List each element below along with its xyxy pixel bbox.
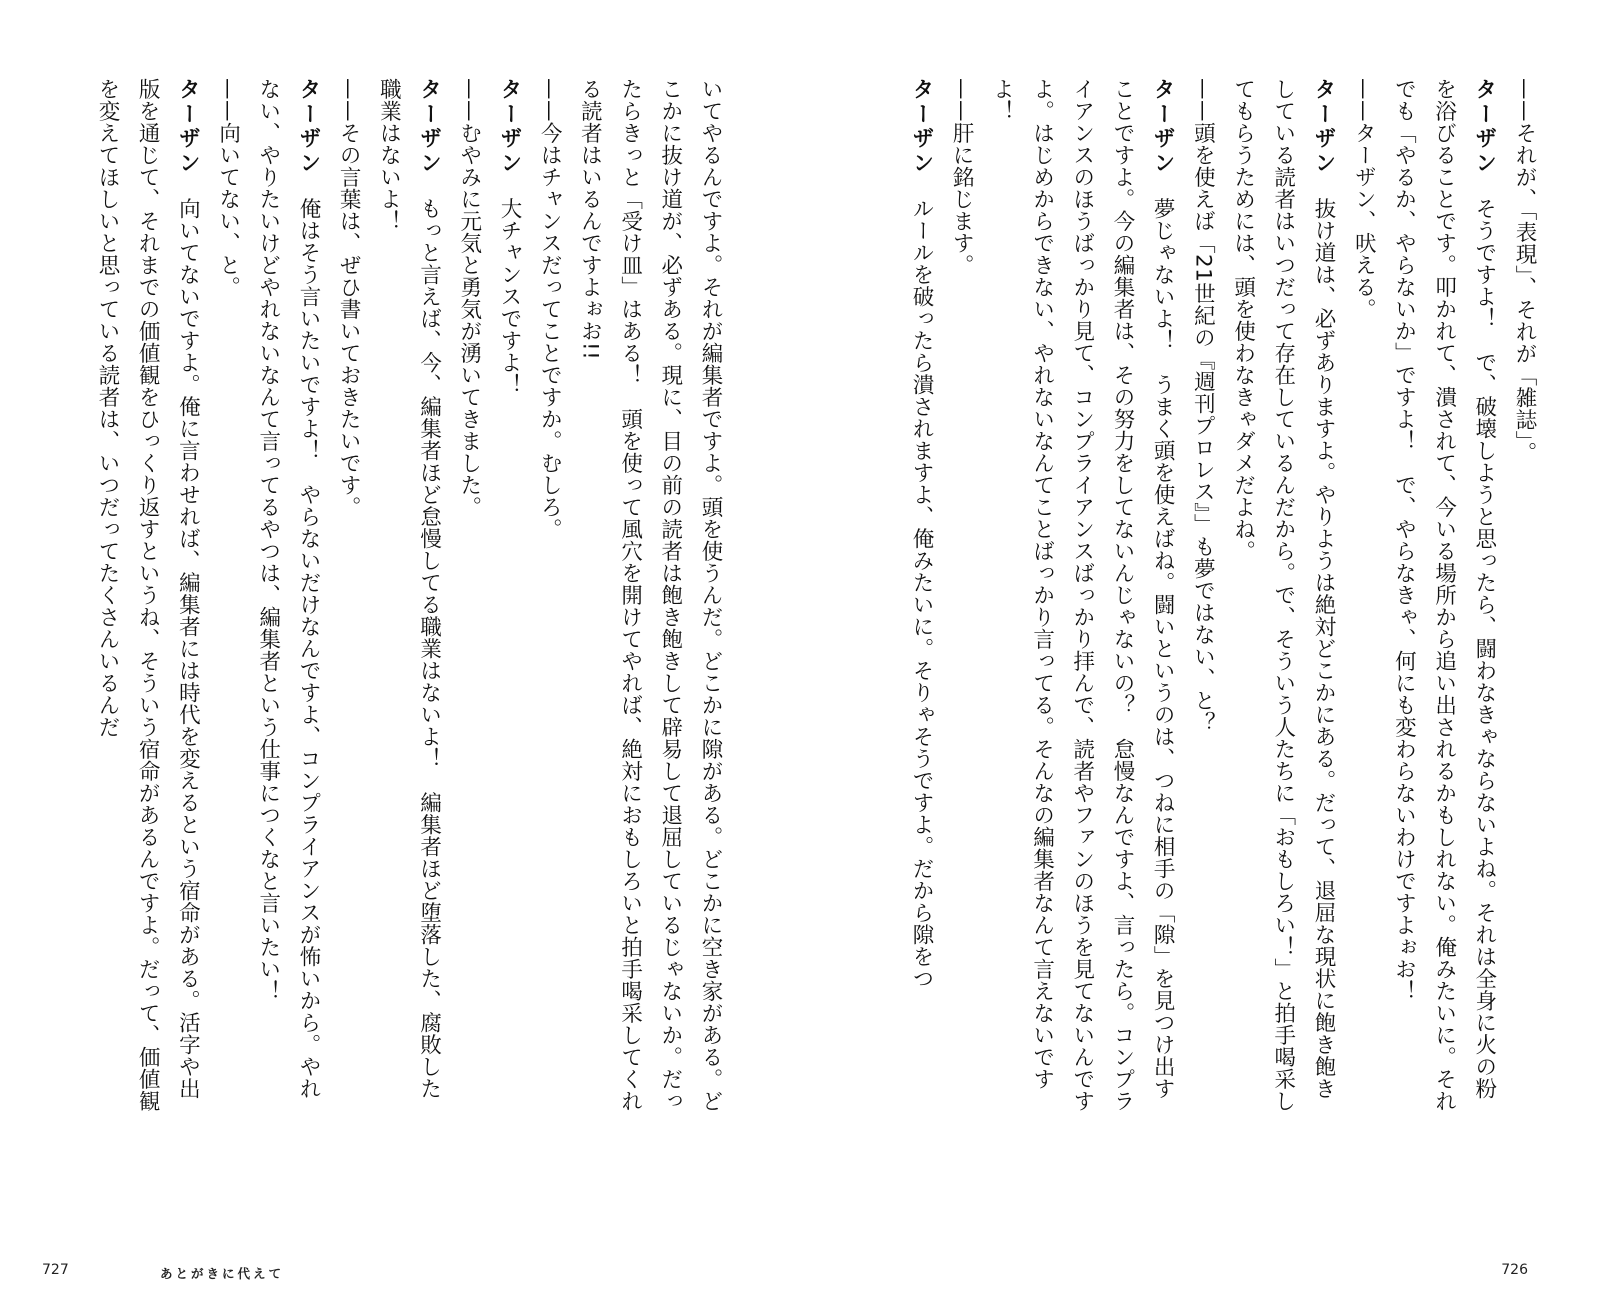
speaker-name: ターザン <box>295 78 321 176</box>
speaker-line: ターザン抜け道は、必ずありますよ。やりようは絶対どこかにある。だって、退屈な現状に飽き飽きしている読者はいつだって存在しているんだから。で、そういう人たちに「おもしろい！」と拍手喝采してもらうためには、頭を使わなきゃダメだよね。 <box>1222 78 1343 1118</box>
page-number: 727 <box>42 1262 69 1278</box>
interviewer-line: ——その言葉は、ぜひ書いておきたいです。 <box>336 78 362 518</box>
speaker-line: ターザンもっと言えば、今、編集者ほど怠慢してる職業はないよ！ 編集者ほど堕落した、腐敗した職業はないよ！ <box>368 78 448 1118</box>
speaker-name: ターザン <box>908 78 934 176</box>
speaker-name: ターザン <box>1310 78 1336 176</box>
speaker-name: ターザン <box>416 78 442 176</box>
interviewer-line: ——それが、「表現」、それが「雑誌」。 <box>1512 78 1537 464</box>
speaker-line: ターザン大チャンスですよ！ <box>489 78 529 1118</box>
speaker-name: ターザン <box>175 78 201 176</box>
interviewer-line: ——向いてない、と。 <box>215 78 241 298</box>
left-page-body <box>87 78 730 1118</box>
speaker-line: ターザン俺はそう言いたいですよ！ やらないだけなんですよ、コンプライアンスが怖いから。やれない、やりたいけどやれないなんて言ってるやつは、編集者という仕事につくなと言いたい！ <box>248 78 328 1118</box>
speaker-name: ターザン <box>496 78 522 176</box>
page-number: 726 <box>1501 1262 1528 1278</box>
interviewer-line: ——頭を使えば「21世紀の『週刊プロレス』」も夢ではない、と？ <box>1190 78 1216 734</box>
speaker-name: ターザン <box>1471 78 1497 176</box>
speaker-line: ターザン夢じゃないよ！ うまく頭を使えばね。闘いというのは、つねに相手の「隙」を見つけ出すことですよ。今の編集者は、その努力をしてないんじゃないの？ 怠慢なんですよ、言ったら。コンプライアンスのほうばっかり見て、コンプライアンスばっかり拝んで、読者やファンのほうを見てないんですよ。はじめからできない、やれないなんてことばっかり言ってる。そんなの編集者なんて言えないですよ！ <box>981 78 1182 1118</box>
speaker-line: ターザンそうですよ！ で、破壊しようと思ったら、闘わなきゃならないよね。それは全身に火の粉を浴びることです。叩かれて、潰されて、今いる場所から追い出されるかもしれない。俺みたいに。それでも「やるか、やらないか」ですよ！ で、やらなきゃ、何にも変わらないわけですよぉお！ <box>1383 78 1504 1118</box>
running-head: あとがきに代えて <box>160 1266 285 1281</box>
right-page <box>800 0 1600 1305</box>
speaker-line: ターザンルールを破ったら潰されますよ、俺みたいに。そりゃそうですよ。だから隙をつ <box>901 78 941 1118</box>
interviewer-line: ——肝に銘じます。 <box>949 78 975 276</box>
interviewer-line: ——今はチャンスだってことですか。むしろ。 <box>537 78 563 540</box>
speaker-line: ターザン向いてないですよ。俺に言わせれば、編集者には時代を変えるという宿命がある。活字や出版を通じて、それまでの価値観をひっくり返すというね、そういう宿命があるんですよ。だって、価値観を変えてほしいと思っている読者は、いつだってたくさんいるんだ <box>87 78 208 1118</box>
speaker-name: ターザン <box>1150 78 1176 176</box>
interviewer-line: ——むやみに元気と勇気が湧いてきました。 <box>456 78 482 518</box>
right-page-body <box>901 78 1544 1118</box>
interviewer-line: ——ターザン、吠える。 <box>1351 78 1377 320</box>
paragraph: いてやるんですよ。それが編集者ですよ。頭を使うんだ。どこかに隙がある。どこかに空き家がある。どこかに抜け道が、必ずある。現に、目の前の読者は飽き飽きして辟易して退屈しているじゃないか。だったらきっと「受け皿」はある！ 頭を使って風穴を開けてやれば、絶対におもしろいと拍手喝采してくれる読者はいるんですよぉお!! <box>577 78 723 1112</box>
